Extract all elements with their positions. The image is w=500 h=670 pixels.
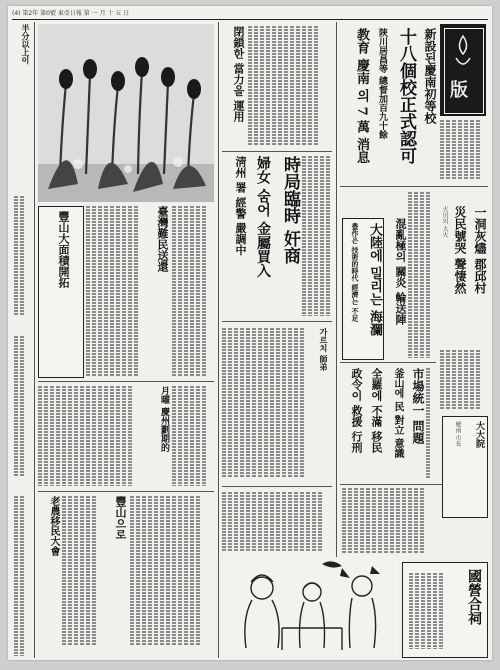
headline-immigrants: 全羅에 不滿 移民 [370,368,383,453]
column-divider [218,22,219,658]
article-text [86,206,146,376]
tulip-photo [38,24,214,202]
ad-text [409,573,453,649]
headline-victims: 災民號哭 聲悽然 [453,206,467,295]
article-text [38,386,148,486]
small-headline-teacher: 가르치 師弟 [319,328,329,371]
headline-new-school: 新設된慶南初等校 [423,28,437,124]
left-top-vertical-heading: 半分以上이 [21,24,31,64]
section-title-text: 版 [450,80,468,101]
headline-education: 教育 慶南 의 7 萬 消息 [354,28,369,164]
left-text-block [14,496,32,656]
article-text [130,496,214,646]
headline-market: 市場統一 問題 [411,368,425,445]
article-text [440,120,486,180]
family-illustration-image [222,558,398,656]
section-rule [222,486,332,487]
tulip-photo-image [38,24,214,202]
boxed-article-title: 大陸에 밀리는 海瀾 [367,223,382,337]
advertisement [402,562,488,658]
section-rule [222,151,332,152]
family-illustration [222,558,398,656]
headline-fire-sub: 火田의 大火 [441,206,448,238]
main-headline-sub2: 淸州 署 經警 嚴調中 [234,156,247,256]
left-text-block [14,336,32,476]
headline-eighteen-schools: 十八個校正式認可 [396,28,416,164]
headline-toyama: 豐山으로 [114,496,127,540]
left-headline-1: 豐山大面積開拓 [57,211,70,288]
ad-title: 國營合祠 [466,569,482,625]
headline-fire-village: 一洞灰燼 郡邱村 [473,206,487,295]
article-text [248,26,328,146]
article-text [342,488,434,554]
section-rule [340,186,488,187]
article-text [222,328,308,478]
center-vertical-heading: 閉鎖한 當力을 運用 [232,26,245,122]
article-text [62,496,102,646]
notice-box [442,416,488,518]
headline-relief: 政令이 救援 行刑 [350,368,363,453]
boxed-article [342,218,384,360]
main-headline: 時局臨時 奸商 [280,156,300,264]
headline-taiwan: 臺灣難民送還 [156,206,169,272]
article-text [222,492,332,552]
notice-sub: 慶南 市長 [454,421,461,447]
notice-title: 大大院 [474,421,484,448]
headline-small-1: 月曜 慶州劃期的 [159,386,169,453]
left-headline-box [38,206,84,378]
masthead: (4) 第2年 第0號 東亞日報 第 一 月 十 五 日 [12,9,488,20]
headline-hapcheon: 陝川居昌等 總督加百九十餘 [377,28,387,140]
article-text [302,156,332,316]
article-text [426,368,436,478]
section-rule [38,381,214,382]
section-title-box [440,24,486,116]
headline-transport: 混亂極의 關炎 輪送陣 [394,218,407,325]
article-text [408,192,436,358]
ornament-icon [452,34,474,70]
main-headline-sub: 婦女 숨어 金屬買入 [255,156,271,278]
article-text [172,206,212,376]
article-text [440,350,486,410]
column-divider [336,22,337,557]
column-divider [34,22,35,658]
headline-busan: 釜山에 民 對立 意識 [392,368,403,459]
article-text [172,386,212,486]
headline-old-farmer: 老農移民大會 [48,496,59,556]
newspaper-page [8,6,492,660]
boxed-article-sub: 豊作은 技術的時代 經濟는 不足 [351,223,360,322]
section-rule [222,321,332,322]
section-rule [340,362,436,363]
section-rule [38,491,214,492]
left-text-block [14,196,32,316]
